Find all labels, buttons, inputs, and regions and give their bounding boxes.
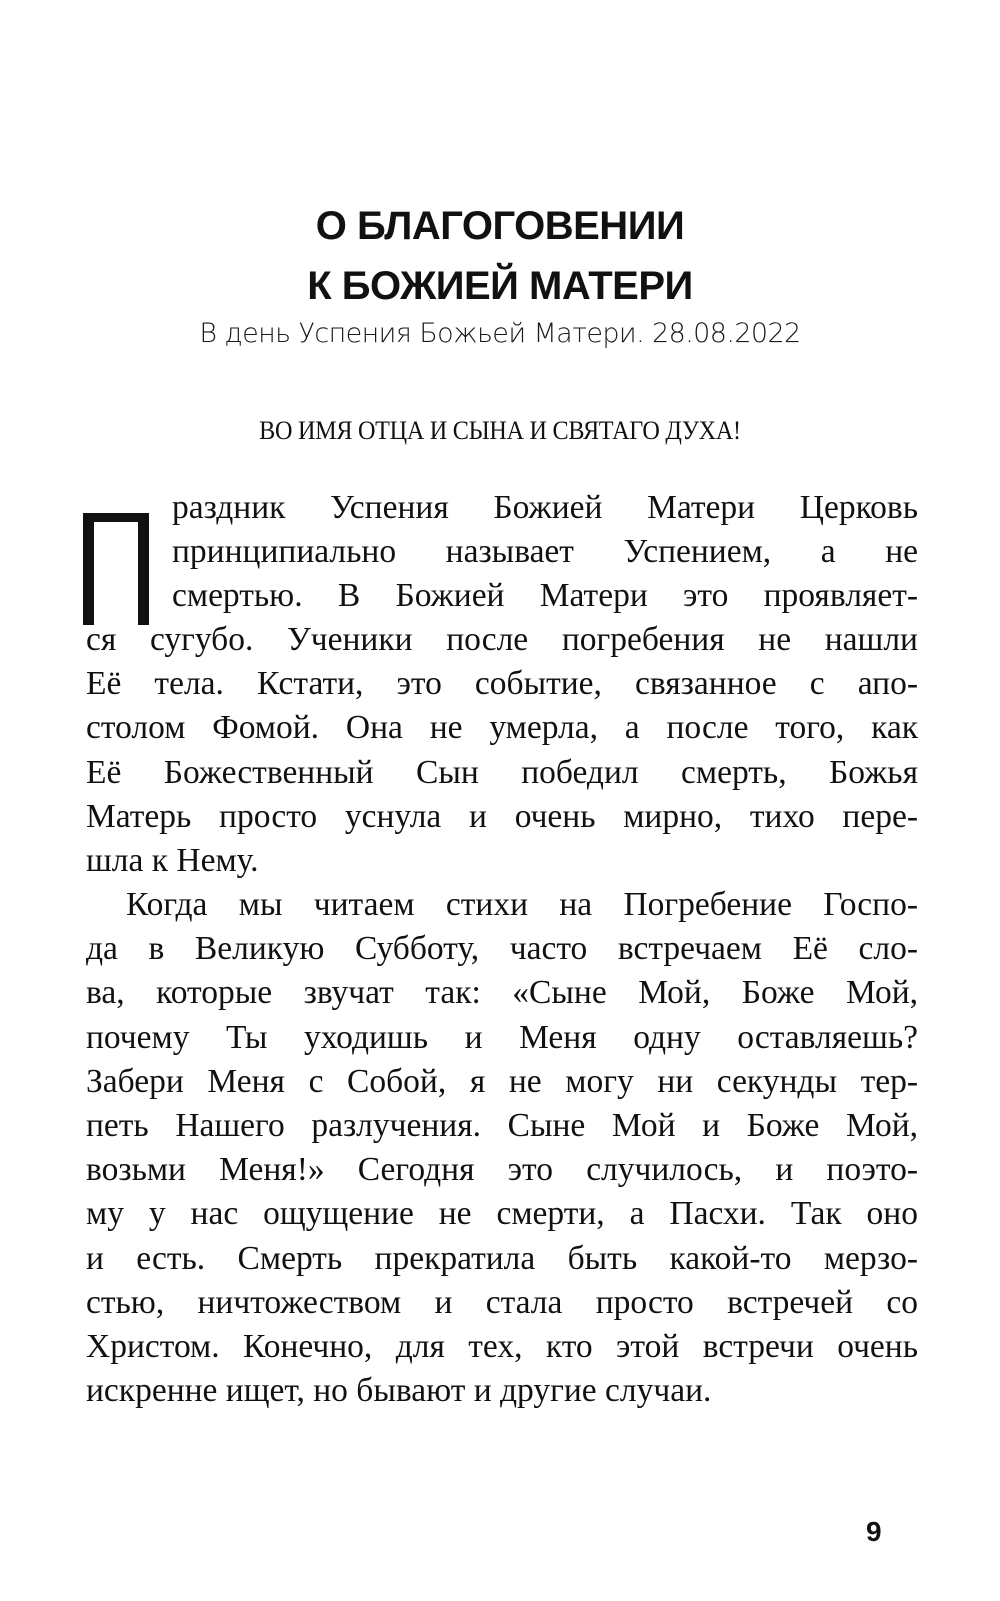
text-line: почему Ты уходишь и Меня одну оставляешь? bbox=[86, 1018, 918, 1056]
text-line: смертью. В Божией Матери это проявляет- bbox=[172, 577, 918, 615]
text-line: столом Фомой. Она не умерла, а после того, как bbox=[86, 709, 918, 747]
text-line: Когда мы читаем стихи на Погребение Госпо- bbox=[126, 886, 918, 923]
text-line: принципиально называет Успением, а не bbox=[172, 533, 918, 571]
text-line: шла к Нему. bbox=[86, 841, 259, 879]
paragraph-2 bbox=[86, 883, 918, 1413]
paragraph-1 bbox=[86, 618, 918, 883]
text-line: стью, ничтожеством и стала просто встречей со bbox=[86, 1283, 918, 1321]
text-line: ся сугубо. Ученики после погребения не нашли bbox=[86, 621, 918, 658]
chapter-subtitle: В день Успения Божьей Матери. 28.08.2022 bbox=[199, 318, 801, 349]
text-line: Забери Меня с Собой, я не могу ни секунды тер- bbox=[86, 1062, 918, 1100]
text-line: Христом. Конечно, для тех, кто этой встречи очень bbox=[86, 1327, 918, 1365]
text-line: да в Великую Субботу, часто встречаем Её сло- bbox=[86, 930, 918, 968]
text-line: возьми Меня!» Сегодня это случилось, и поэто- bbox=[86, 1151, 918, 1189]
text-line: Её тела. Кстати, это событие, связанное с апо- bbox=[86, 665, 918, 703]
text-line: ва, которые звучат так: «Сыне Мой, Боже Мой, bbox=[86, 974, 918, 1012]
page-number: 9 bbox=[866, 1516, 882, 1547]
drop-cap-letter bbox=[83, 513, 149, 625]
paragraph-1-dropcap-lines bbox=[172, 486, 918, 619]
text-line: Её Божественный Сын победил смерть, Божья bbox=[86, 753, 918, 791]
text-line: раздник Успения Божией Матери Церковь bbox=[172, 489, 918, 526]
invocation: ВО ИМЯ ОТЦА И СЫНА И СВЯТАГО ДУХА! bbox=[259, 416, 741, 445]
text-line: Матерь просто уснула и очень мирно, тихо пере- bbox=[86, 797, 918, 835]
drop-cap-left-stroke bbox=[83, 513, 94, 625]
chapter-title-line-1: О БЛАГОГОВЕНИИ bbox=[315, 204, 685, 248]
text-line: му у нас ощущение не смерти, а Пасхи. Так оно bbox=[86, 1195, 918, 1233]
text-line: и есть. Смерть прекратила быть какой-то мерзо- bbox=[86, 1239, 918, 1277]
chapter-title-line-2: К БОЖИЕЙ МАТЕРИ bbox=[307, 264, 693, 308]
drop-cap-right-stroke bbox=[138, 513, 149, 625]
text-line: искренне ищет, но бывают и другие случаи. bbox=[86, 1372, 712, 1410]
text-line: петь Нашего разлучения. Сыне Мой и Боже Мой, bbox=[86, 1106, 918, 1144]
